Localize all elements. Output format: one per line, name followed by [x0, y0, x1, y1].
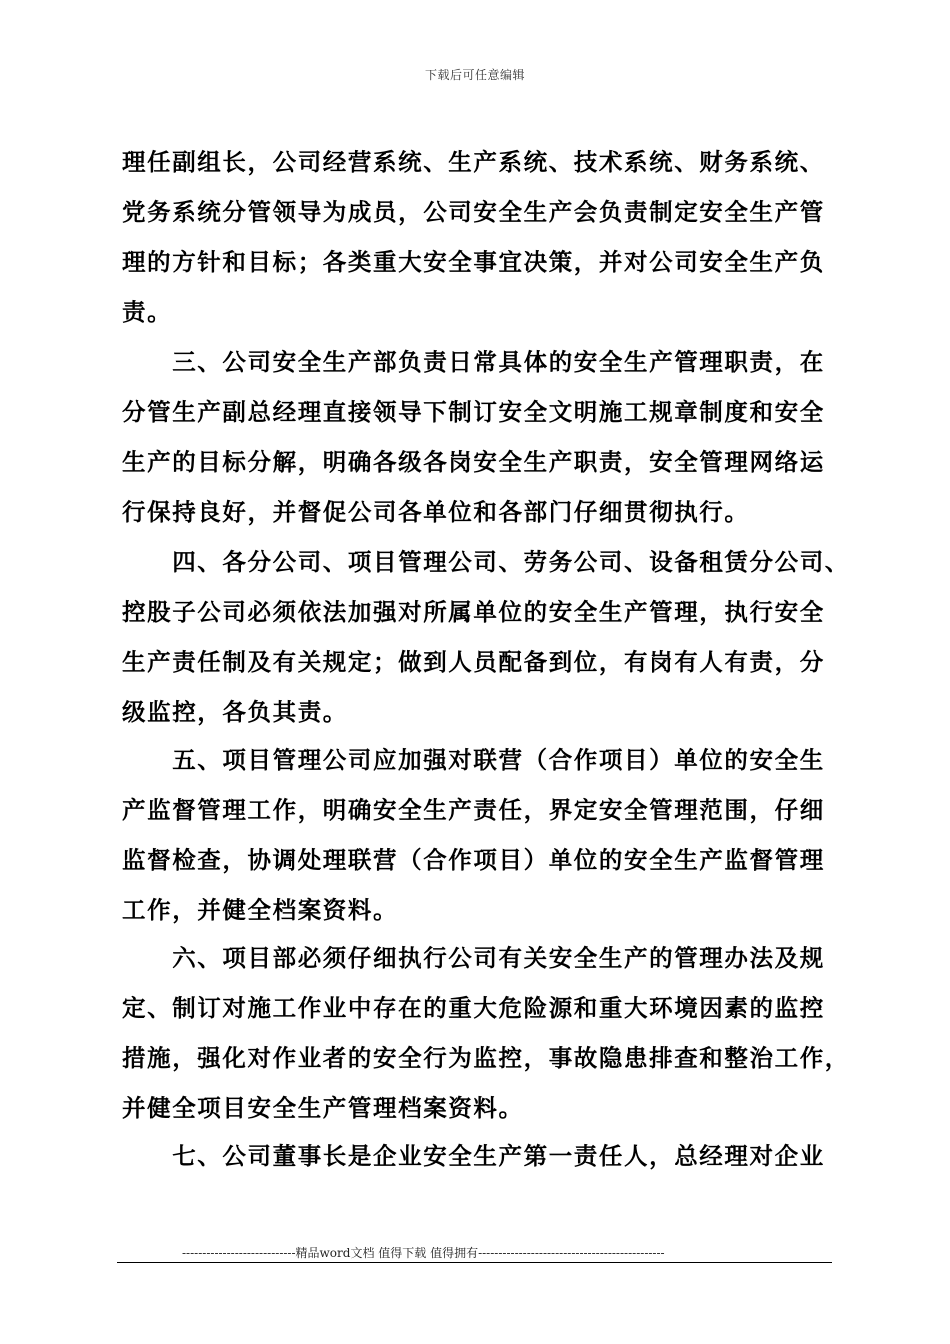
body-line: 三、公司安全生产部负责日常具体的安全生产管理职责，在: [122, 348, 825, 376]
body-line: 党务系统分管领导为成员，公司安全生产会负责制定安全生产管: [122, 198, 825, 226]
body-line: 措施，强化对作业者的安全行为监控，事故隐患排查和整治工作，: [122, 1044, 850, 1072]
body-line: 行保持良好，并督促公司各单位和各部门仔细贯彻执行。: [122, 498, 750, 526]
body-line: 产监督管理工作，明确安全生产责任，界定安全管理范围，仔细: [122, 796, 825, 824]
body-line: 责。: [122, 298, 173, 326]
body-line: 七、公司董事长是企业安全生产第一责任人，总经理对企业: [122, 1142, 825, 1170]
body-line: 六、项目部必须仔细执行公司有关安全生产的管理办法及规: [122, 944, 825, 972]
body-line: 生产责任制及有关规定；做到人员配备到位，有岗有人有责，分: [122, 648, 825, 676]
body-line: 工作，并健全档案资料。: [122, 896, 399, 924]
body-line: 并健全项目安全生产管理档案资料。: [122, 1094, 524, 1122]
body-line: 五、项目管理公司应加强对联营（合作项目）单位的安全生: [122, 746, 825, 774]
page-footer: ----------------------------精品word文档 值得下载 值得拥有----------------------------------------------: [182, 1246, 665, 1260]
body-line: 理的方针和目标；各类重大安全事宜决策，并对公司安全生产负: [122, 248, 825, 276]
body-line: 监督检查，协调处理联营（合作项目）单位的安全生产监督管理: [122, 846, 825, 874]
body-line: 定、制订对施工作业中存在的重大危险源和重大环境因素的监控: [122, 994, 825, 1022]
body-line: 四、各分公司、项目管理公司、劳务公司、设备租赁分公司、: [122, 548, 850, 576]
footer-divider: [117, 1262, 832, 1263]
body-line: 理任副组长，公司经营系统、生产系统、技术系统、财务系统、: [122, 148, 825, 176]
body-line: 控股子公司必须依法加强对所属单位的安全生产管理，执行安全: [122, 598, 825, 626]
body-line: 生产的目标分解，明确各级各岗安全生产职责，安全管理网络运: [122, 448, 825, 476]
page-header: 下载后可任意编辑: [424, 68, 525, 82]
body-line: 级监控，各负其责。: [122, 698, 348, 726]
body-line: 分管生产副总经理直接领导下制订安全文明施工规章制度和安全: [122, 398, 825, 426]
